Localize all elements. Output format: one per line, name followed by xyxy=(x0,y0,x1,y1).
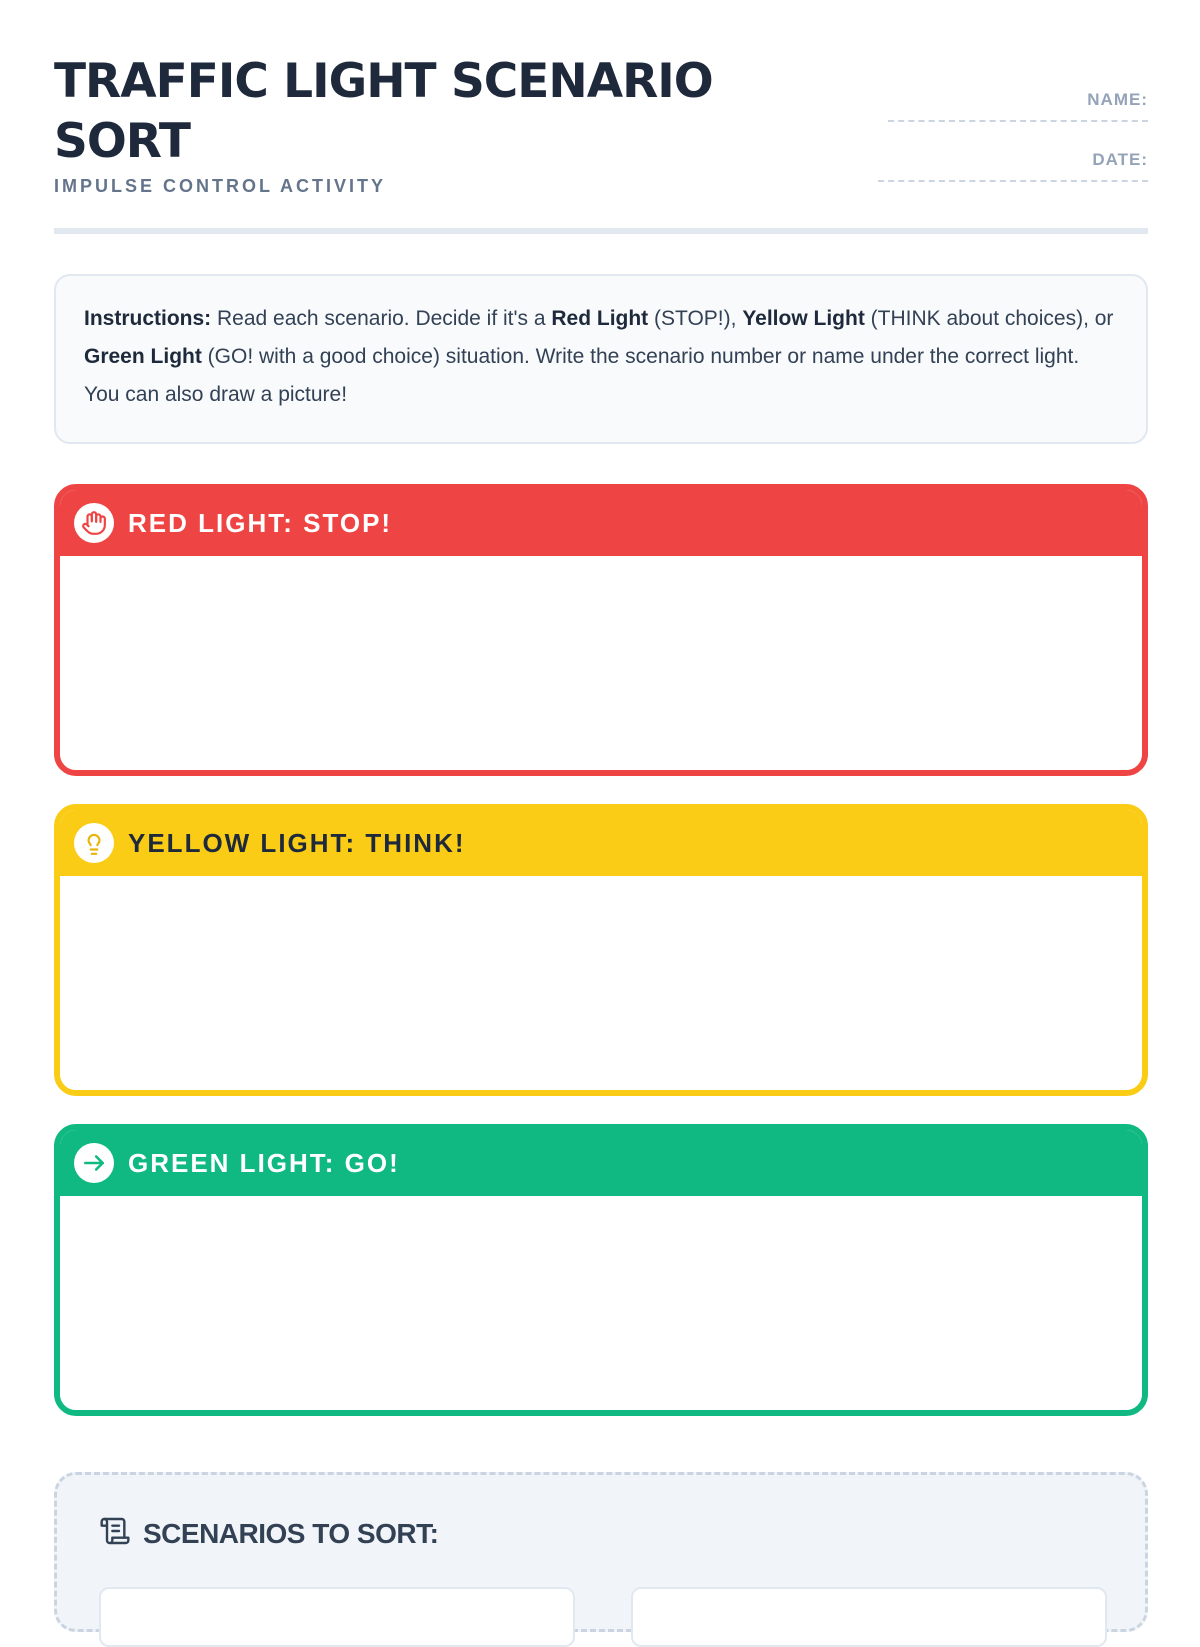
red-light-title: RED LIGHT: STOP! xyxy=(128,507,393,538)
instructions-box xyxy=(54,274,1148,444)
instructions-yellow: Yellow Light xyxy=(742,307,865,330)
green-light-title: GREEN LIGHT: GO! xyxy=(128,1147,400,1178)
green-answer-area[interactable] xyxy=(60,1196,1142,1410)
instructions-green: Green Light xyxy=(84,345,202,368)
yellow-answer-area[interactable] xyxy=(60,876,1142,1090)
instructions-text-1: Read each scenario. Decide if it's a xyxy=(211,307,552,330)
scroll-icon xyxy=(99,1515,131,1552)
instructions-red: Red Light xyxy=(551,307,649,330)
scenarios-title: SCENARIOS TO SORT: xyxy=(143,1517,439,1549)
instructions-text-3: (THINK about choices), or xyxy=(864,307,1114,330)
scenarios-section xyxy=(54,1472,1148,1632)
date-line[interactable] xyxy=(878,180,1148,182)
name-field[interactable] xyxy=(888,90,1148,122)
instructions-lead: Instructions: xyxy=(84,307,212,330)
red-light-header xyxy=(60,490,1142,556)
yellow-light-title: YELLOW LIGHT: THINK! xyxy=(128,827,466,858)
header xyxy=(54,52,1148,234)
instructions-text-4: (GO! with a good choice) situation. Write the scenario number or name under the correct light. You can also draw a picture! xyxy=(84,345,1080,406)
name-label: NAME: xyxy=(1087,90,1148,109)
date-field[interactable] xyxy=(878,150,1148,182)
instructions-text-2: (STOP!), xyxy=(648,307,743,330)
scenarios-header xyxy=(99,1515,438,1552)
green-light-header xyxy=(60,1130,1142,1196)
name-line[interactable] xyxy=(888,120,1148,122)
red-light-card xyxy=(54,484,1148,776)
red-answer-area[interactable] xyxy=(60,556,1142,770)
scenario-card xyxy=(631,1587,1107,1647)
lightbulb-icon xyxy=(74,823,114,863)
yellow-light-card xyxy=(54,804,1148,1096)
green-light-card xyxy=(54,1124,1148,1416)
hand-stop-icon xyxy=(74,503,114,543)
arrow-right-icon xyxy=(74,1143,114,1183)
page-title: TRAFFIC LIGHT SCENARIO SORT xyxy=(54,54,713,169)
date-label: DATE: xyxy=(1092,150,1148,169)
scenario-card xyxy=(99,1587,575,1647)
page-subtitle: IMPULSE CONTROL ACTIVITY xyxy=(54,176,387,196)
yellow-light-header xyxy=(60,810,1142,876)
